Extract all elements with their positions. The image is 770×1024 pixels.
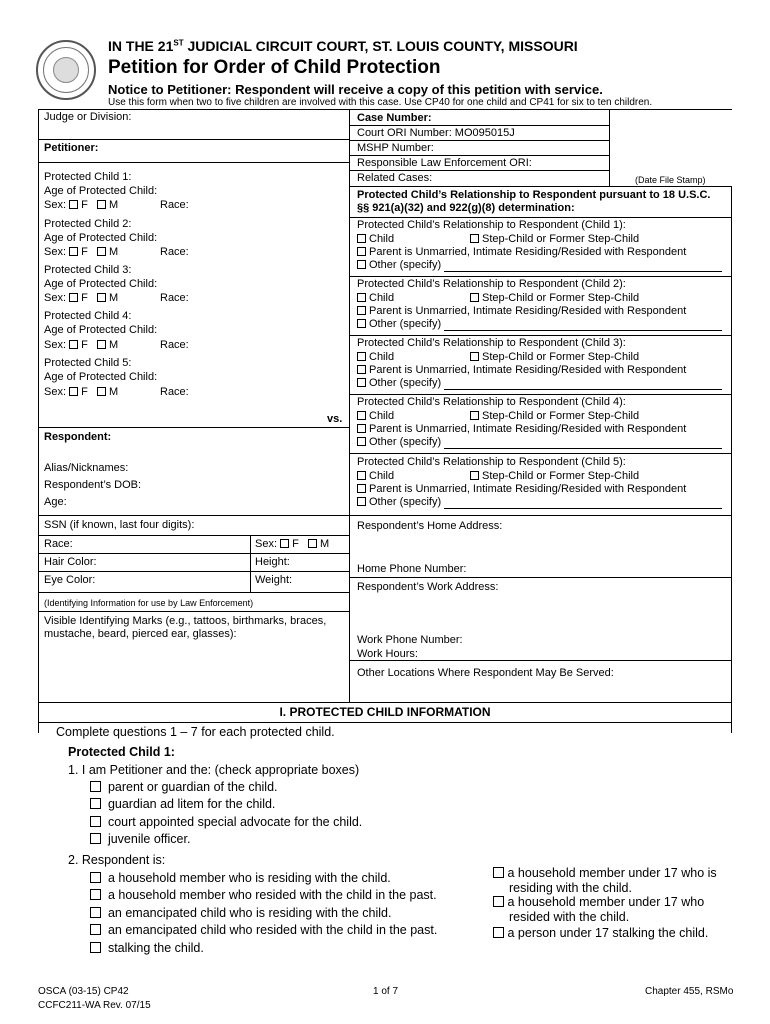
question-2: 2. Respondent is: [68,853,166,867]
question-1: 1. I am Petitioner and the: (check appropriate boxes) [68,763,360,777]
dob-label: Respondent’s DOB: [44,479,142,491]
q1-juvenile-checkbox[interactable] [90,833,101,844]
rel1-step-checkbox[interactable] [470,234,479,243]
service-notice: Notice to Petitioner: Respondent will receive a copy of this petition with service. [108,82,603,97]
q2-stalking-checkbox[interactable] [90,942,101,953]
rel5-other-field[interactable] [444,498,722,509]
height-label: Height: [255,556,290,568]
work-hours-label: Work Hours: [357,648,418,660]
respondent-sex: Sex: F M [255,538,330,550]
versus-label: vs. [327,413,343,425]
rel3-child-checkbox[interactable] [357,352,366,361]
q2-emancipated-residing-checkbox[interactable] [90,907,101,918]
child4-sex-m-checkbox[interactable] [97,340,106,349]
child1-sex-m-checkbox[interactable] [97,200,106,209]
age-label: Age: [44,496,67,508]
rel4-child-checkbox[interactable] [357,411,366,420]
child3-sex-m-checkbox[interactable] [97,293,106,302]
other-locations-label: Other Locations Where Respondent May Be Served: [357,667,614,679]
rel5-other-checkbox[interactable] [357,497,366,506]
rel3-other-field[interactable] [444,379,722,390]
rel2-parent-checkbox[interactable] [357,306,366,315]
form-revision: CCFC211-WA Rev. 07/15 [38,1000,151,1011]
judge-division-label: Judge or Division: [44,111,132,123]
q1-casa-checkbox[interactable] [90,816,101,827]
rel1-other-checkbox[interactable] [357,260,366,269]
work-address-label: Respondent’s Work Address: [357,581,499,593]
respondent-sex-f-checkbox[interactable] [280,539,289,548]
court-seal [36,40,96,100]
rel4-parent-checkbox[interactable] [357,424,366,433]
mshp-number-label: MSHP Number: [357,142,434,154]
respondent-sex-m-checkbox[interactable] [308,539,317,548]
court-ori-number: Court ORI Number: MO095015J [357,127,515,139]
home-address-label: Respondent’s Home Address: [357,520,503,532]
rel2-other-field[interactable] [444,320,722,331]
home-phone-label: Home Phone Number: [357,563,467,575]
section-instructions: Complete questions 1 – 7 for each protected child. [56,725,335,739]
q1-parent-checkbox[interactable] [90,781,101,792]
q2-household-residing-checkbox[interactable] [90,872,101,883]
rel5-parent-checkbox[interactable] [357,484,366,493]
rel3-other-checkbox[interactable] [357,378,366,387]
rel1-parent-checkbox[interactable] [357,247,366,256]
rel4-step-checkbox[interactable] [470,411,479,420]
form-title: Petition for Order of Child Protection [108,57,441,78]
law-enforcement-ori-label: Responsible Law Enforcement ORI: [357,157,532,169]
form-instruction: Use this form when two to five children are involved with this case. Use CP40 for one child and CP41 for six to ten children. [108,97,653,108]
date-file-stamp: (Date File Stamp) [635,175,706,185]
eye-color-label: Eye Color: [44,574,96,586]
rel4-other-checkbox[interactable] [357,437,366,446]
q2-minor-stalking-checkbox[interactable] [493,927,504,938]
rel1-child-checkbox[interactable] [357,234,366,243]
hair-color-label: Hair Color: [44,556,97,568]
page-number: 1 of 7 [373,986,399,997]
rel3-parent-checkbox[interactable] [357,365,366,374]
marks-label-2: mustache, beard, pierced ear, glasses): [44,628,237,640]
related-cases-label: Related Cases: [357,172,433,184]
ssn-label: SSN (if known, last four digits): [44,519,195,531]
child1-sex-f-checkbox[interactable] [69,200,78,209]
ident-info-note: (Identifying Information for use by Law Enforcement) [44,598,254,608]
rel2-other-checkbox[interactable] [357,319,366,328]
respondent-label: Respondent: [44,431,112,443]
rel5-step-checkbox[interactable] [470,471,479,480]
q1-guardian-checkbox[interactable] [90,798,101,809]
rel4-other-field[interactable] [444,438,722,449]
race-label: Race: [44,538,73,550]
rel5-child-checkbox[interactable] [357,471,366,480]
alias-label: Alias/Nicknames: [44,462,129,474]
relationship-heading-2: §§ 921(a)(32) and 922(g)(8) determination: [357,202,575,214]
q2-emancipated-resided-checkbox[interactable] [90,924,101,935]
rel2-child-checkbox[interactable] [357,293,366,302]
q2-minor-resided-checkbox[interactable] [493,896,504,907]
child3-sex-f-checkbox[interactable] [69,293,78,302]
child5-sex-m-checkbox[interactable] [97,387,106,396]
relationship-heading-1: Protected Child’s Relationship to Respondent pursuant to 18 U.S.C. [357,189,711,201]
weight-label: Weight: [255,574,293,586]
rel2-step-checkbox[interactable] [470,293,479,302]
section-heading: I. PROTECTED CHILD INFORMATION [279,705,491,719]
rel3-step-checkbox[interactable] [470,352,479,361]
q2-household-resided-checkbox[interactable] [90,889,101,900]
child2-sex-f-checkbox[interactable] [69,247,78,256]
work-phone-label: Work Phone Number: [357,634,463,646]
child4-sex-f-checkbox[interactable] [69,340,78,349]
q2-minor-residing-checkbox[interactable] [493,867,504,878]
child2-sex-m-checkbox[interactable] [97,247,106,256]
marks-label-1: Visible Identifying Marks (e.g., tattoos, birthmarks, braces, [44,615,327,627]
case-number-label: Case Number: [357,112,432,124]
rel1-other-field[interactable] [444,261,722,272]
court-name: IN THE 21ST JUDICIAL CIRCUIT COURT, ST. LOUIS COUNTY, MISSOURI [108,38,578,54]
protected-child-1-heading: Protected Child 1: [68,745,175,759]
child5-sex-f-checkbox[interactable] [69,387,78,396]
petitioner-label: Petitioner: [44,142,99,154]
form-id: OSCA (03-15) CP42 [38,986,129,997]
chapter-reference: Chapter 455, RSMo [645,986,734,997]
